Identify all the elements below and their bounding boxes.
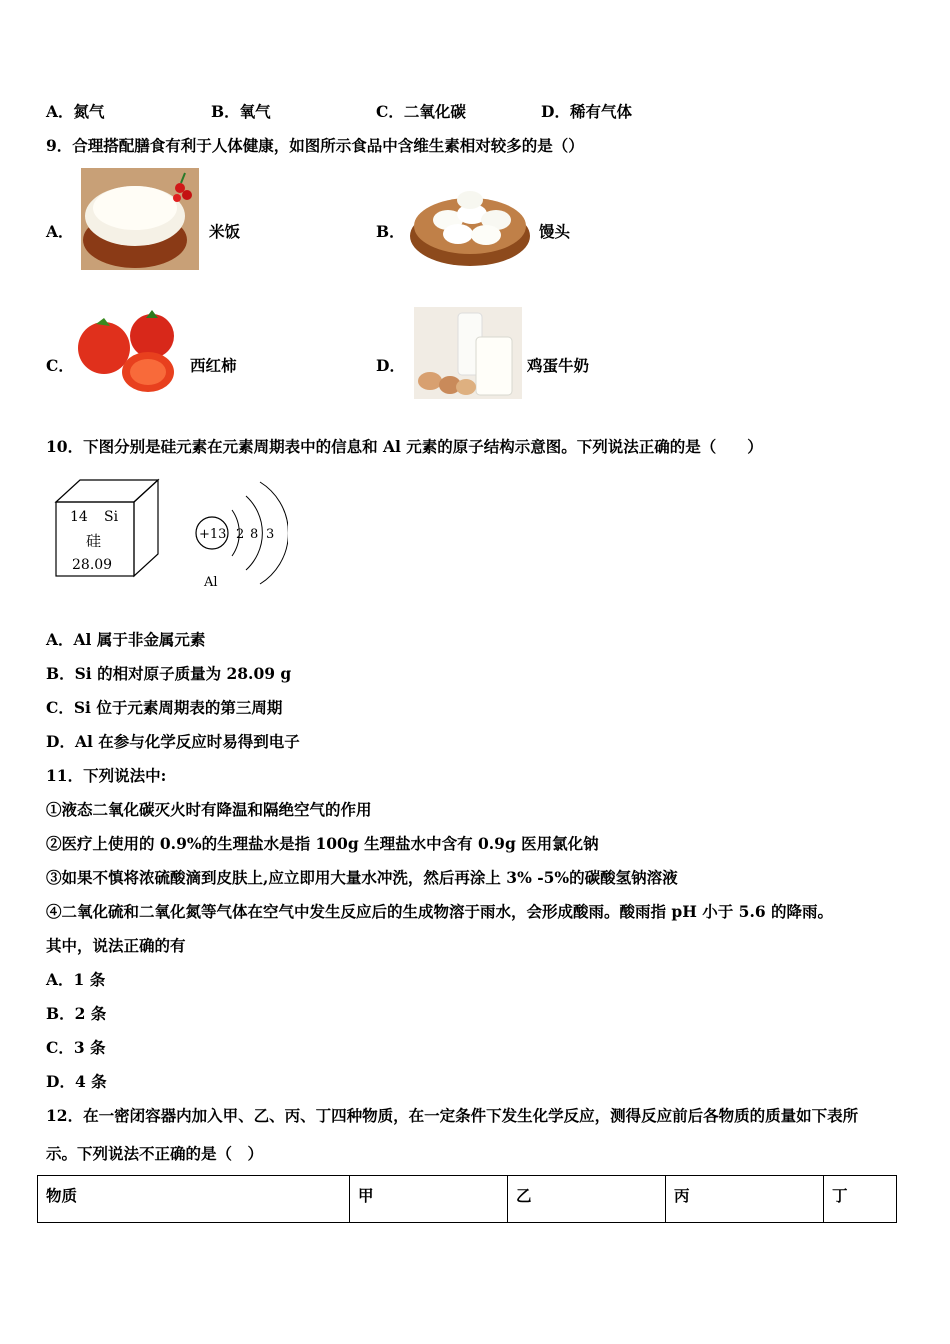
- al-nucleus-charge: +13: [199, 527, 227, 542]
- q12-mass-table: [37, 1175, 897, 1223]
- table-header-row: [38, 1176, 897, 1223]
- si-atomic-number: 14: [70, 509, 88, 525]
- q11-option-b: B．2 条: [46, 1004, 107, 1023]
- silicon-periodic-cell: [50, 474, 164, 582]
- rice-bowl-image: [81, 168, 199, 270]
- q10-stem: 10．下图分别是硅元素在元素周期表中的信息和 Al 元素的原子结构示意图。下列说法正确的是（ ）: [46, 437, 763, 456]
- q11-stem: 11．下列说法中:: [46, 766, 167, 785]
- q8-option-d: D．稀有气体: [541, 102, 632, 121]
- q11-statement-4: ④二氧化硫和二氧化氮等气体在空气中发生反应后的生成物溶于雨水，会形成酸雨。酸雨指 pH 小于 5.6 的降雨。: [46, 902, 834, 921]
- table-header-substance: 物质: [38, 1176, 350, 1223]
- q9-a-letter: A．: [46, 222, 74, 241]
- si-name: 硅: [86, 532, 102, 550]
- q11-statement-2: ②医疗上使用的 0.9%的生理盐水是指 100g 生理盐水中含有 0.9g 医用氯化钠: [46, 834, 599, 853]
- q9-b-letter: B．: [376, 222, 405, 241]
- q8-option-b: B．氧气: [211, 102, 271, 121]
- al-shell-3: 3: [266, 527, 275, 542]
- q11-statement-1: ①液态二氧化碳灭火时有降温和隔绝空气的作用: [46, 800, 372, 819]
- table-header-yi: 乙: [508, 1176, 666, 1223]
- q9-d-letter: D．: [376, 356, 405, 375]
- q11-option-a: A．1 条: [46, 970, 106, 989]
- q10-option-a: A．Al 属于非金属元素: [46, 630, 206, 649]
- al-shell-2: 8: [250, 527, 259, 542]
- q10-option-b: B．Si 的相对原子质量为 28.09 g: [46, 664, 292, 683]
- q12-stem-line1: 12．在一密闭容器内加入甲、乙、丙、丁四种物质，在一定条件下发生化学反应，测得反应前后各物质的质量如下表所: [46, 1106, 859, 1125]
- q9-d-text: 鸡蛋牛奶: [527, 356, 590, 375]
- table-header-ding: 丁: [824, 1176, 897, 1223]
- q9-c-letter: C．: [46, 356, 74, 375]
- steamed-bun-image: [408, 180, 532, 268]
- si-symbol: Si: [104, 509, 119, 525]
- q9-a-text: 米饭: [209, 222, 241, 241]
- eggs-milk-image: [414, 307, 522, 399]
- q11-statement-3: ③如果不慎将浓硫酸滴到皮肤上,应立即用大量水冲洗，然后再涂上 3% -5%的碳酸氢钠溶液: [46, 868, 678, 887]
- table-header-bing: 丙: [666, 1176, 824, 1223]
- q8-option-a: A．氮气: [46, 102, 105, 121]
- q11-question: 其中，说法正确的有: [46, 936, 186, 955]
- si-atomic-mass: 28.09: [72, 557, 113, 573]
- q9-stem: 9．合理搭配膳食有利于人体健康，如图所示食品中含维生素相对较多的是（）: [46, 136, 584, 155]
- q9-c-text: 西红柿: [190, 356, 237, 375]
- tomato-image: [76, 308, 182, 394]
- q11-option-c: C．3 条: [46, 1038, 106, 1057]
- q10-option-c: C．Si 位于元素周期表的第三周期: [46, 698, 283, 717]
- q9-b-text: 馒头: [539, 222, 571, 241]
- q12-stem-line2: 示。下列说法不正确的是（ ）: [46, 1144, 264, 1163]
- al-shell-1: 2: [236, 527, 245, 542]
- table-header-jia: 甲: [350, 1176, 508, 1223]
- q10-option-d: D．Al 在参与化学反应时易得到电子: [46, 732, 300, 751]
- aluminum-atom-structure: [188, 474, 288, 592]
- q11-option-d: D．4 条: [46, 1072, 107, 1091]
- al-label: Al: [204, 575, 218, 590]
- q8-option-c: C．二氧化碳: [376, 102, 466, 121]
